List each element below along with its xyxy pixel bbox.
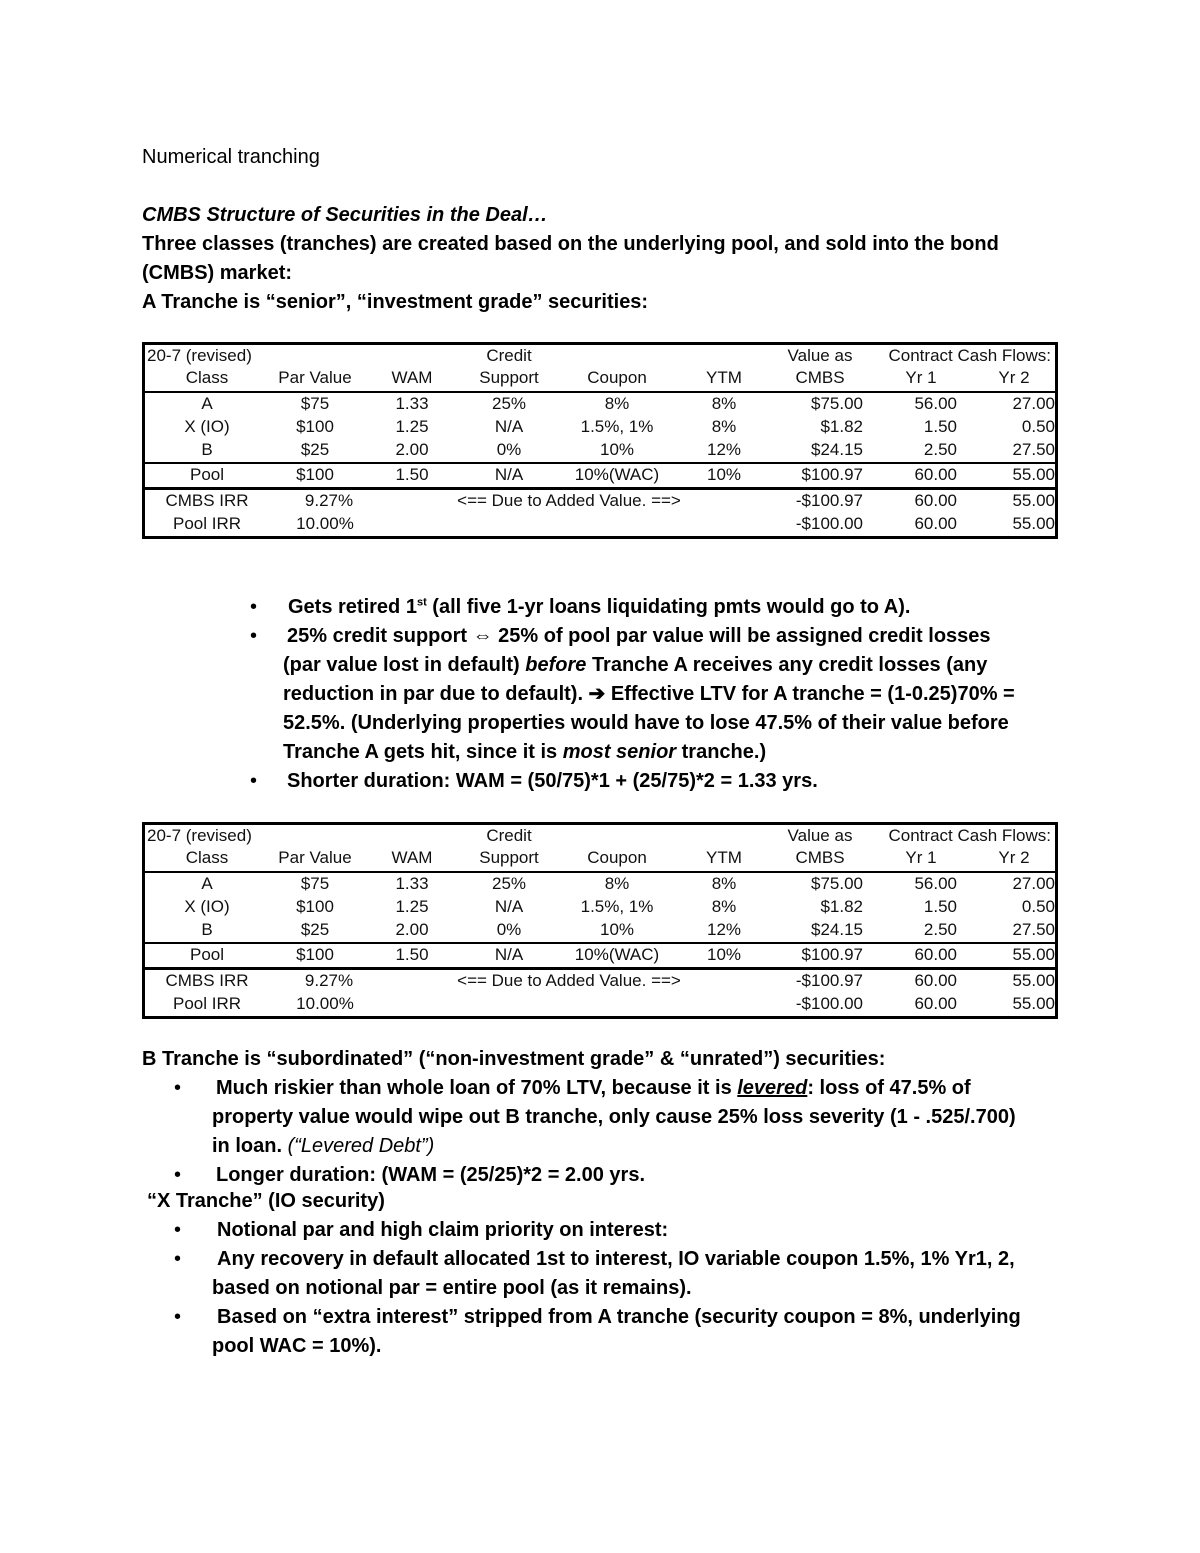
cell-class: Pool [189,465,225,484]
list-item [174,1216,1021,1245]
cell-par: $100 [296,465,334,484]
cell-irr: 10.00% [296,514,354,533]
table-header-top [145,345,1055,367]
bullet-text: 25% credit support ⇔ 25% of pool par value will be assigned credit losses [287,625,991,647]
cell-par: $75 [300,874,330,893]
cell-ytm: 10% [706,465,742,484]
header-cmbs: CMBS [795,368,845,387]
list-item [250,622,1015,767]
pool-row [145,942,1055,970]
list-item [174,1245,1021,1303]
cell-class: Pool [189,945,225,964]
cell-coupon: 8% [604,874,630,893]
cell-par: $25 [300,440,330,459]
bullet-text: Notional par and high claim priority on interest: [217,1219,669,1241]
cell-label: CMBS IRR [165,491,249,510]
intro-line-1: Three classes (tranches) are created based on the underlying pool, and sold into the bond [142,233,999,255]
cell-yr1: 56.00 [914,874,957,893]
cmbs-irr-row [145,970,1055,993]
cell-note: <== Due to Added Value. ==> [457,971,681,990]
italic-run: most senior [562,741,677,763]
header-par-value: Par Value [278,848,352,867]
header-class: Class [185,368,229,387]
header-credit: Credit [486,826,532,845]
italic-run: before [525,654,587,676]
header-ytm: YTM [706,368,742,387]
cell-yr2: 55.00 [1012,514,1055,533]
cell-cf0: -$100.97 [795,491,863,510]
cell-class: A [201,394,213,413]
cell-yr2: 27.00 [1012,874,1055,893]
header-ytm: YTM [706,848,742,867]
cell-support: N/A [494,897,524,916]
cell-support: 0% [496,920,522,939]
text-run: Tranche A gets hit, since it is [283,741,563,763]
bullet-text: reduction in par due to default). ➔ Effective LTV for A tranche = (1-0.25)70% = [283,683,1015,705]
cell-yr2: 55.00 [1012,994,1055,1013]
cell-par: $25 [300,920,330,939]
cell-coupon: 1.5%, 1% [580,417,654,436]
cell-wam: 1.25 [395,897,429,916]
intro-line-2: (CMBS) market: [142,262,293,284]
cell-class: X (IO) [184,897,230,916]
header-wam: WAM [391,368,433,387]
x-tranche-heading: “X Tranche” (IO security) [147,1190,385,1212]
cell-coupon: 10% [599,920,635,939]
cmbs-structure-table-repeat [142,822,1058,1019]
cell-wam: 1.25 [395,417,429,436]
bullet-icon: • [174,1219,182,1241]
cell-irr: 9.27% [304,491,354,510]
header-contract-cash-flows: Contract Cash Flows: [888,826,1051,845]
cell-coupon: 10%(WAC) [574,945,660,964]
cell-yr2: 55.00 [1012,971,1055,990]
cell-yr2: 55.00 [1012,465,1055,484]
cell-yr1: 1.50 [923,897,957,916]
table-row [145,873,1055,896]
cell-yr1: 2.50 [923,920,957,939]
text-run: (all five 1-yr loans liquidating pmts would go to A). [426,596,911,618]
cell-cf0: -$100.00 [795,994,863,1013]
table-header [145,367,1055,393]
bullet-icon: • [174,1077,182,1099]
bullet-icon: • [250,770,258,792]
cell-support: 25% [491,394,527,413]
header-contract-cash-flows: Contract Cash Flows: [888,346,1051,365]
cell-ytm: 8% [711,417,737,436]
cell-ytm: 12% [706,920,742,939]
header-coupon: Coupon [587,848,647,867]
cell-ytm: 12% [706,440,742,459]
header-cmbs: CMBS [795,848,845,867]
a-tranche-bullets [250,593,1015,796]
bullet-text [283,738,1015,767]
bullet-text [216,1074,1016,1103]
b-tranche-heading: B Tranche is “subordinated” (“non-investment grade” & “unrated”) securities: [142,1048,886,1070]
bullet-icon: • [174,1164,182,1186]
a-tranche-heading: A Tranche is “senior”, “investment grade” securities: [142,291,649,313]
cell-support: 0% [496,440,522,459]
cell-class: X (IO) [184,417,230,436]
header-yr2: Yr 2 [998,368,1030,387]
cell-ytm: 10% [706,945,742,964]
cell-yr1: 2.50 [923,440,957,459]
cell-wam: 2.00 [395,440,429,459]
cell-yr1: 1.50 [923,417,957,436]
cell-yr2: 0.50 [1021,417,1055,436]
bullet-text: property value would wipe out B tranche, only cause 25% loss severity (1 - .525/.700) [212,1106,1016,1128]
cmbs-irr-row [145,490,1055,513]
header-value-as: Value as [787,826,853,845]
cell-value: $100.97 [801,465,863,484]
cell-label: Pool IRR [172,514,242,533]
cell-wam: 1.33 [395,874,429,893]
cell-wam: 2.00 [395,920,429,939]
table-row [145,393,1055,416]
cell-cf0: -$100.97 [795,971,863,990]
text-run: tranche.) [676,741,767,763]
document-title: Numerical tranching [142,146,320,168]
bullet-text: Shorter duration: WAM = (50/75)*1 + (25/75)*2 = 1.33 yrs. [287,770,818,792]
bullet-text: based on notional par = entire pool (as it remains). [212,1277,692,1299]
header-yr1: Yr 1 [905,368,937,387]
pool-irr-row [145,993,1055,1016]
header-class: Class [185,848,229,867]
cell-par: $100 [296,417,334,436]
bullet-text [212,1132,1016,1161]
text-run: : loss of 47.5% of [807,1077,971,1099]
x-tranche-bullets [174,1216,1021,1361]
cell-yr1: 60.00 [914,994,957,1013]
cell-support: N/A [494,465,524,484]
cell-label: Pool IRR [172,994,242,1013]
cell-value: $75.00 [811,874,863,893]
bullet-text: Any recovery in default allocated 1st to interest, IO variable coupon 1.5%, 1% Yr1, 2, [217,1248,1015,1270]
table-label: 20-7 (revised) [147,346,252,365]
cell-yr2: 27.50 [1012,440,1055,459]
cell-value: $24.15 [811,920,863,939]
cell-coupon: 1.5%, 1% [580,897,654,916]
list-item [250,593,1015,622]
text-run: in loan. [212,1135,288,1157]
bullet-text [288,593,1015,622]
cell-value: $24.15 [811,440,863,459]
bullet-icon: • [174,1248,182,1270]
cmbs-structure-table [142,342,1058,539]
pool-irr-row [145,513,1055,536]
table-header [145,847,1055,873]
bullet-text: 52.5%. (Underlying properties would have to lose 47.5% of their value before [283,712,1009,734]
cell-par: $100 [296,897,334,916]
table-label: 20-7 (revised) [147,826,252,845]
cell-yr2: 27.00 [1012,394,1055,413]
cell-coupon: 10%(WAC) [574,465,660,484]
b-tranche-bullets [174,1074,1016,1190]
table-row [145,439,1055,462]
list-item [250,767,1015,796]
cell-note: <== Due to Added Value. ==> [457,491,681,510]
cell-yr1: 60.00 [914,514,957,533]
cell-support: N/A [494,417,524,436]
cell-value: $75.00 [811,394,863,413]
cell-cf0: -$100.00 [795,514,863,533]
cell-coupon: 8% [604,394,630,413]
text-run: Much riskier than whole loan of 70% LTV, because it is [216,1077,738,1099]
table-row [145,416,1055,439]
cell-value: $1.82 [820,417,863,436]
cell-irr: 9.27% [304,971,354,990]
cell-yr2: 0.50 [1021,897,1055,916]
text-run: (par value lost in default) [283,654,526,676]
bullet-text: Longer duration: (WAM = (25/25)*2 = 2.00 yrs. [216,1164,646,1186]
cell-coupon: 10% [599,440,635,459]
cell-wam: 1.50 [395,945,429,964]
list-item [174,1074,1016,1161]
cell-wam: 1.33 [395,394,429,413]
header-yr2: Yr 2 [998,848,1030,867]
bullet-icon: • [250,596,258,618]
superscript: st [416,596,427,609]
list-item [174,1303,1021,1361]
cell-value: $100.97 [801,945,863,964]
table-row [145,896,1055,919]
cell-yr1: 56.00 [914,394,957,413]
cell-ytm: 8% [711,897,737,916]
header-coupon: Coupon [587,368,647,387]
header-support: Support [479,848,539,867]
cell-yr2: 55.00 [1012,945,1055,964]
list-item [174,1161,1016,1190]
section-heading: CMBS Structure of Securities in the Deal… [142,204,548,226]
cell-yr1: 60.00 [914,945,957,964]
table-row [145,919,1055,942]
cell-value: $1.82 [820,897,863,916]
header-yr1: Yr 1 [905,848,937,867]
cell-class: B [201,440,213,459]
cell-yr1: 60.00 [914,971,957,990]
header-support: Support [479,368,539,387]
header-value-as: Value as [787,346,853,365]
bullet-text [283,651,1015,680]
pool-row [145,462,1055,490]
cell-par: $100 [296,945,334,964]
cell-class: B [201,920,213,939]
cell-yr2: 55.00 [1012,491,1055,510]
text-run: Tranche A receives any credit losses (any [586,654,988,676]
cell-yr1: 60.00 [914,465,957,484]
header-par-value: Par Value [278,368,352,387]
cell-support: 25% [491,874,527,893]
header-credit: Credit [486,346,532,365]
text-run: Gets retired 1 [288,596,417,618]
cell-yr1: 60.00 [914,491,957,510]
underlined-run: levered [737,1077,808,1099]
cell-ytm: 8% [711,874,737,893]
italic-run: (“Levered Debt”) [287,1135,435,1157]
cell-par: $75 [300,394,330,413]
cell-support: N/A [494,945,524,964]
bullet-text: Based on “extra interest” stripped from A tranche (security coupon = 8%, underlying [217,1306,1021,1328]
cell-yr2: 27.50 [1012,920,1055,939]
cell-class: A [201,874,213,893]
bullet-text: pool WAC = 10%). [212,1335,382,1357]
bullet-icon: • [250,625,258,647]
cell-wam: 1.50 [395,465,429,484]
cell-ytm: 8% [711,394,737,413]
cell-irr: 10.00% [296,994,354,1013]
cell-label: CMBS IRR [165,971,249,990]
header-wam: WAM [391,848,433,867]
table-header-top [145,825,1055,847]
bullet-icon: • [174,1306,182,1328]
